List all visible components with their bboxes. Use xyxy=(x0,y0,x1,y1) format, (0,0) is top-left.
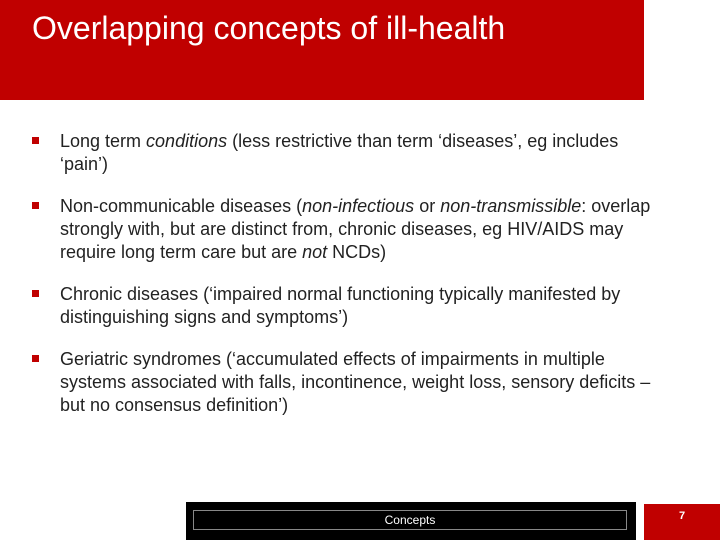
bullet-item xyxy=(32,130,662,176)
bullet-text-segment: : overlap strongly with, but are distinct from, chronic diseases, eg HIV/AIDS may require long term care but are xyxy=(60,196,651,262)
bullet-text-segment: Geriatric syndromes (‘accumulated effects of impairments in multiple systems associated with falls, incontinence, weight loss, sensory deficits – but no consensus definition’) xyxy=(60,349,651,415)
bullet-text-segment: Non-communicable diseases ( xyxy=(60,196,303,216)
bullet-text-segment: Long term xyxy=(60,131,147,151)
bullet-text-segment: NCDs) xyxy=(327,242,387,262)
bullet-text-segment: non-infectious xyxy=(302,196,415,216)
title-banner xyxy=(0,0,644,100)
footer-label: Concepts xyxy=(193,510,627,530)
bullet-item xyxy=(32,283,662,329)
footer-bar xyxy=(186,502,636,540)
bullet-text-segment: not xyxy=(302,242,328,262)
square-bullet-icon xyxy=(32,202,39,209)
slide-number: 7 xyxy=(644,504,720,540)
bullet-item xyxy=(32,195,662,264)
bullet-text-segment: non-transmissible xyxy=(440,196,582,216)
slide-title: Overlapping concepts of ill-health xyxy=(32,10,506,46)
bullet-text-segment: or xyxy=(414,196,441,216)
square-bullet-icon xyxy=(32,137,39,144)
bullet-list xyxy=(32,130,662,436)
bullet-item xyxy=(32,348,662,417)
bullet-text-segment: conditions xyxy=(146,131,228,151)
square-bullet-icon xyxy=(32,355,39,362)
square-bullet-icon xyxy=(32,290,39,297)
bullet-text-segment: (less restrictive than term ‘diseases’, eg includes ‘pain’) xyxy=(60,131,619,174)
bullet-text-segment: Chronic diseases (‘impaired normal functioning typically manifested by distinguishing signs and symptoms’) xyxy=(60,284,621,327)
